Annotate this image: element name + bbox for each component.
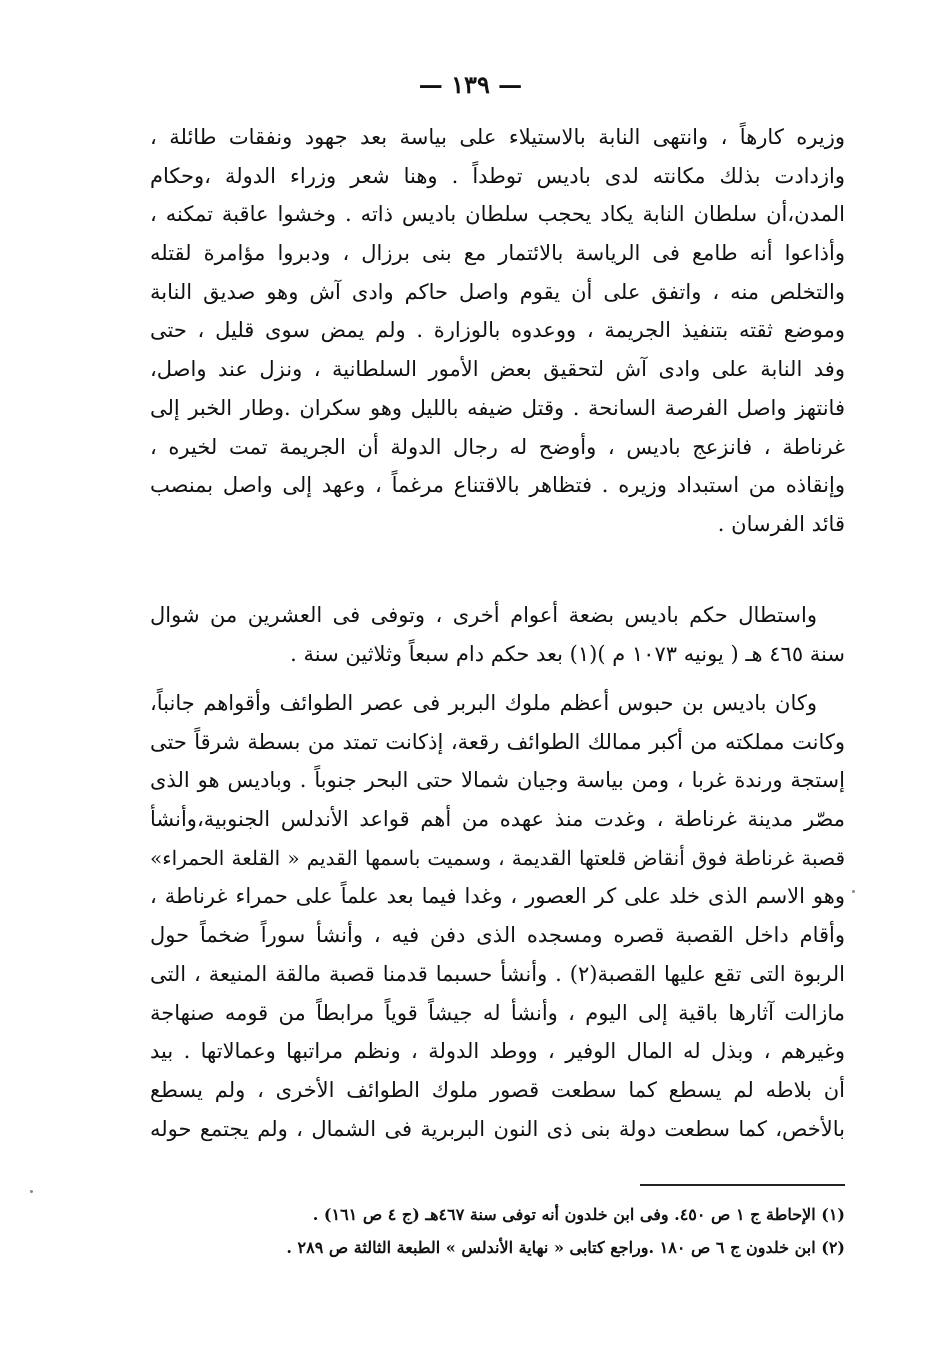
text-line: أن بلاطه لم يسطع كما سطعت قصور ملوك الطوائف الأخرى ، ولم يسطع [150,1077,845,1102]
text-line: قصبة غرناطة فوق أنقاض قلعتها القديمة ، وسميت باسمها القديم « القلعة الحمراء» [150,845,845,870]
text-line: سنة ٤٦٥ هـ ( يونيه ١٠٧٣ م )(١) بعد حكم دام سبعاً وثلاثين سنة . [290,641,845,666]
text-line: غرناطة ، فانزعج باديس ، وأوضح له رجال الدولة أن الجريمة تمت لخيره ، [150,434,845,459]
text-line: وفد النابة على وادى آش لتحقيق بعض الأمور السلطانية ، ونزل عند واصل، [150,357,845,382]
paragraph-1 [150,118,845,544]
footnote-1: (١) الإحاطة ج ١ ص ٤٥٠. وفى ابن خلدون أنه توفى سنة ٤٦٧هـ (ج ٤ ص ١٦١) . [312,1205,845,1224]
text-line: وازدادت بذلك مكانته لدى باديس توطداً . وهنا شعر وزراء الدولة ،وحكام [150,163,845,188]
text-line: فانتهز واصل الفرصة السانحة . وقتل ضيفه بالليل وهو سكران .وطار الخبر إلى [150,395,845,420]
text-line: وموضع ثقته بتنفيذ الجريمة ، ووعدوه بالوزارة . ولم يمض سوى قليل ، حتى [150,318,845,343]
paragraph-2 [150,596,845,673]
text-line: مصّر مدينة غرناطة ، وغدت منذ عهده من أهم قواعد الأندلس الجنوبية،وأنشأ [150,807,845,832]
text-line: وأذاعوا أنه طامع فى الرياسة بالائتمار مع بنى برزال ، ودبروا مؤامرة لقتله [150,241,845,266]
text-line: واستطال حكم باديس بضعة أعوام أخرى ، وتوفى فى العشرين من شوال [150,603,817,627]
text-line: وأقام داخل القصبة قصره ومسجده الذى دفن فيه ، وأنشأ سوراً ضخماً حول [150,923,845,948]
paragraph-3 [150,684,845,1148]
text-line: الربوة التى تقع عليها القصبة(٢) . وأنشأ حسبما قدمنا قصبة مالقة المنيعة ، التى [150,961,845,986]
footnote-2: (٢) ابن خلدون ج ٦ ص ١٨٠ .وراجع كتابى « نهاية الأندلس » الطبعة الثالثة ص ٢٨٩ . [286,1238,845,1257]
text-line: وزيره كارهاً ، وانتهى النابة بالاستيلاء على بياسة بعد جهود ونفقات طائلة ، [150,125,845,149]
text-line: بالأخص، كما سطعت دولة بنى ذى النون البربرية فى الشمال ، ولم يجتمع حوله [150,1116,845,1141]
text-line: وكانت مملكته من أكبر ممالك الطوائف رقعة، إذكانت تمتد من بسطة شرقاً حتى [150,729,845,754]
text-line: وإنقاذه من استبداد وزيره . فتظاهر بالاقتناع مرغماً ، وعهد إلى واصل بمنصب [150,473,845,498]
text-line: وغيرهم ، وبذل له المال الوفير ، ووطد الدولة ، ونظم مراتبها وعمالاتها . بيد [150,1039,845,1064]
text-line: إستجة ورندة غربا ، ومن بياسة وجيان شمالا حتى البحر جنوباً . وباديس هو الذى [150,768,845,793]
text-line: وكان باديس بن حبوس أعظم ملوك البربر فى عصر الطوائف وأقواهم جانباً، [150,691,817,715]
footnotes [145,1198,845,1264]
scan-speck [30,1190,33,1193]
text-line: مازالت آثارها باقية إلى اليوم ، وأنشأ له جيشاً قوياً مرابطاً من قومه صنهاجة [150,1000,845,1025]
text-line: والتخلص منه ، واتفق على أن يقوم واصل حاكم وادى آش وهو صديق النابة [150,279,845,304]
text-line: قائد الفرسان . [717,511,845,536]
text-line: وهو الاسم الذى خلد على كر العصور ، وغدا فيما بعد علماً على حمراء غرناطة ، [150,884,845,909]
footnote-divider [640,1184,845,1186]
page-number: — ١٣٩ — [418,70,523,99]
text-line: المدن،أن سلطان النابة يكاد يحجب سلطان باديس ذاته . وخشوا عاقبة تمكنه ، [150,202,845,227]
scan-speck [852,890,855,893]
